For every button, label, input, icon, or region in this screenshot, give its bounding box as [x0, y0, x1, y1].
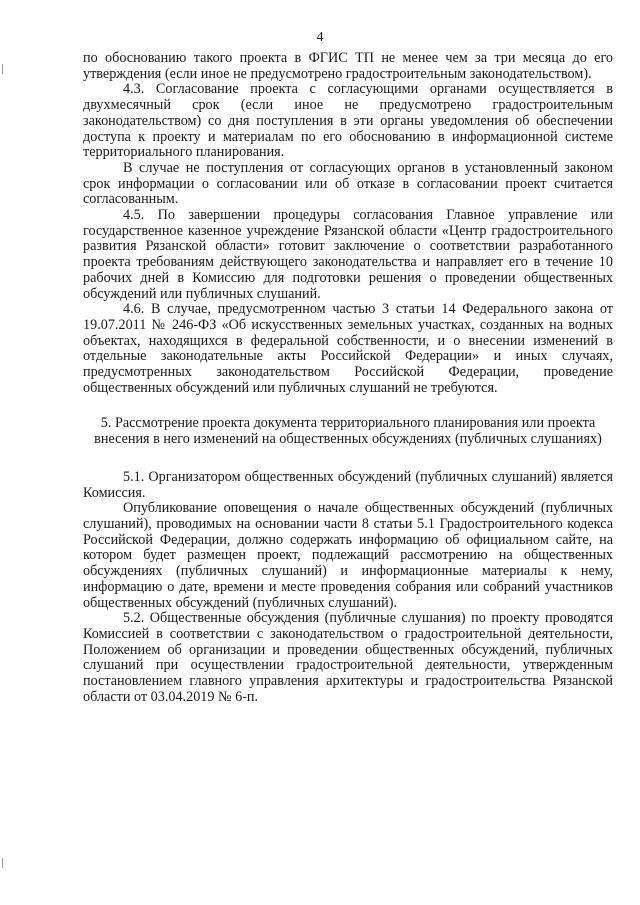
section-5-heading: 5. Рассмотрение проекта документа территориального планирования или проекта внесения в него изменений на общественных обсуждениях (публичных слушаниях): [94, 415, 602, 448]
paragraph-5-2: 5.2. Общественные обсуждения (публичные слушания) по проекту проводятся Комиссией в соответствии с законодательством о градостроительной деятельности, Положением об организации и проведении общественных обсуждений, публичных слушаний при осуществлении градостроительной деятельности, утвержденным постановлением главного управления архитектуры и градостроительства Рязанской области от 03.04.2019 № 6-п.: [83, 610, 613, 705]
left-margin-mark-top: [2, 64, 3, 74]
paragraph-4-3-second: В случае не поступления от согласующих органов в установленный законом срок информации о согласовании или об отказе в согласовании проект считается согласованным.: [83, 159, 613, 208]
left-margin-mark-bottom: [2, 858, 3, 868]
paragraph-5-1: 5.1. Организатором общественных обсуждений (публичных слушаний) является Комиссия.: [83, 468, 613, 501]
paragraph-4-5: 4.5. По завершении процедуры согласования Главное управление или государственное казенное учреждение Рязанской области «Центр градостроительного развития Рязанской области» готовит заключение о соответствии разработанного проекта требованиям действующего законодательства и направляет его в течение 10 рабочих дней в Комиссию для подготовки решения о проведении общественных обсуждений или публичных слушаний.: [83, 207, 613, 302]
paragraph-continuation: по обоснованию такого проекта в ФГИС ТП не менее чем за три месяца до его утверждения (если иное не предусмотрено градостроительным законодательством).: [83, 50, 613, 82]
paragraph-4-6: 4.6. В случае, предусмотренном частью 3 статьи 14 Федерального закона от 19.07.2011 № 246-ФЗ «Об искусственных земельных участках, созданных на водных объектах, находящихся в федеральной собственности, и о внесении изменений в отдельные законодательные акты Российской Федерации» и иных случаях, предусмотренных законодательством Российской Федерации, проведение общественных обсуждений или публичных слушаний не требуются.: [83, 301, 613, 396]
paragraph-5-1-second: Опубликование оповещения о начале общественных обсуждений (публичных слушаний), проводимых на основании части 8 статьи 5.1 Градостроительного кодекса Российской Федерации, должно содержать информацию об официальном сайте, на котором будет размещен проект, подлежащий рассмотрению на общественных обсуждениях (публичных слушаний) и информационные материалы к нему, информацию о дате, времени и месте проведения собрания или собраний участников общественных обсуждений (публичных слушаний).: [83, 500, 613, 611]
document-body: [83, 51, 613, 705]
page-number: 4: [316, 30, 324, 45]
paragraph-4-3: 4.3. Согласование проекта с согласующими органами осуществляется в двухмесячный срок (если иное не предусмотрено градостроительным законодательством) со дня поступления в эти органы уведомления об обеспечении доступа к проекту и материалам по его обоснованию в информационной системе территориального планирования.: [83, 81, 613, 161]
